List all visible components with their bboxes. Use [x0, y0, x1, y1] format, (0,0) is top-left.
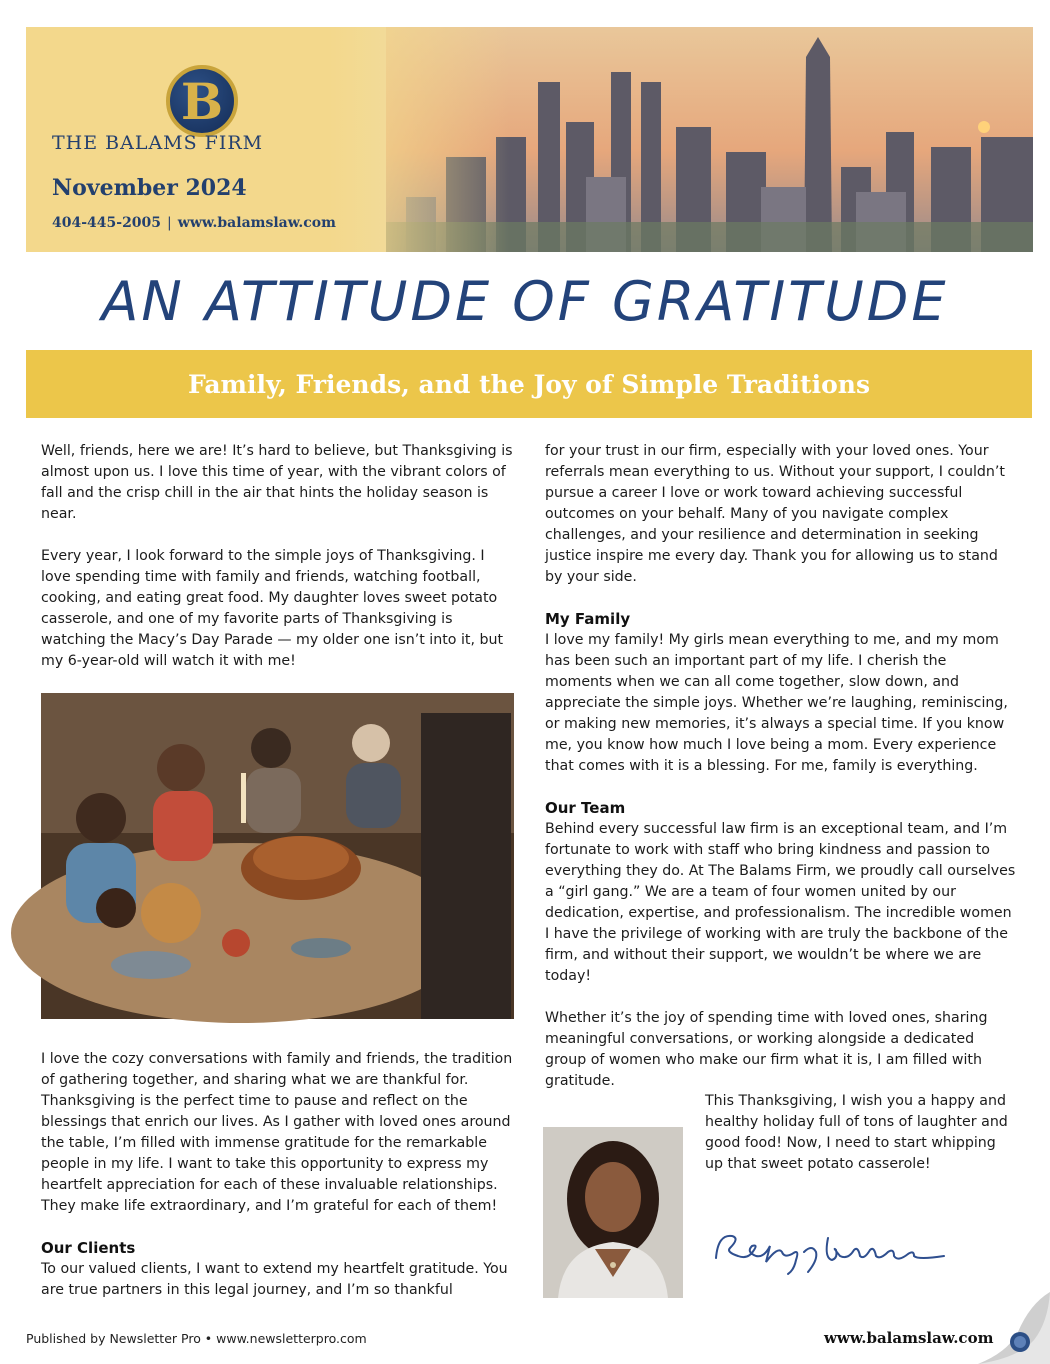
newsletter-title: AN ATTITUDE OF GRATITUDE	[101, 270, 949, 333]
signature-image	[708, 1216, 958, 1276]
family-dinner-photo	[41, 693, 514, 1019]
header-website-link[interactable]: www.balamslaw.com	[177, 215, 336, 231]
firm-logo	[166, 65, 238, 137]
contact-separator: |	[167, 215, 172, 231]
header-banner	[26, 27, 1033, 252]
author-portrait-illustration	[543, 1127, 683, 1298]
traditions-paragraph: Every year, I look forward to the simple joys of Thanksgiving. I love spending time with family and friends, watching football, cooking, and eating great food. My daughter loves sweet potato casserole, and one of my favorite parts of Thanksgiving is watching the Macy’s Day Parade — my older one isn’t into it, but my 6-year-old will watch it with me!	[41, 548, 504, 669]
clients-paragraph: To our valued clients, I want to extend my heartfelt gratitude. You are true partners in this legal journey, and I’m so thankful	[41, 1261, 508, 1298]
contact-line	[52, 215, 336, 231]
issue-date: November 2024	[52, 175, 247, 201]
family-heading: My Family	[545, 610, 631, 628]
subtitle: Family, Friends, and the Joy of Simple Traditions	[187, 369, 871, 399]
subtitle-bar	[26, 350, 1032, 418]
clients-paragraph-continued: for your trust in our firm, especially with your loved ones. Your referrals mean everything to us. Without your support, I couldn’t pursue a career I love or work toward achieving successful outcomes on your behalf. Many of you navigate complex challenges, and your resilience and determination in seeking justice inspire me every day. Thank you for allowing us to stand by your side.	[545, 443, 1005, 585]
gratitude-paragraph: I love the cozy conversations with family and friends, the tradition of gathering together, and sharing what we are thankful for. Thanksgiving is the perfect time to pause and reflect on the blessings that enrich our lives. As I gather with loved ones around the table, I’m filled with immense gratitude for the remarkable people in my life. I want to take this opportunity to express my heartfelt appreciation for each of these invaluable relationships. They make life extraordinary, and I’m grateful for each of them!	[41, 1051, 513, 1214]
left-column	[41, 441, 515, 672]
closing-wish-paragraph: This Thanksgiving, I wish you a happy and healthy holiday full of tons of laughter and good food! Now, I need to start whipping up that sweet potato casserole!	[705, 1093, 1008, 1172]
phone-number: 404-445-2005	[52, 215, 162, 231]
footer-website-link[interactable]: www.balamslaw.com	[824, 1329, 994, 1347]
right-column	[545, 441, 1017, 1092]
family-paragraph: I love my family! My girls mean everything to me, and my mom has been such an important part of my life. I cherish the moments when we can all come together, slow down, and appreciate the simple joys. Whether we’re laughing, reminiscing, or making new memories, it’s always a special time. If you know me, you know how much I love being a mom. Every experience that comes with it is a blessing. For me, family is everything.	[545, 632, 1008, 774]
intro-paragraph: Well, friends, here we are! It’s hard to believe, but Thanksgiving is almost upon us. I love this time of year, with the vibrant colors of fall and the crisp chill in the air that hints the holiday season is near.	[41, 443, 513, 522]
family-dinner-illustration	[41, 693, 514, 1019]
clients-heading: Our Clients	[41, 1239, 136, 1257]
closing-wish	[705, 1091, 1015, 1175]
closing-paragraph: Whether it’s the joy of spending time with loved ones, sharing meaningful conversations, or working alongside a dedicated group of women who make our firm what it is, I am filled with gratitude.	[545, 1010, 988, 1089]
publisher-credit: Published by Newsletter Pro • www.newsletterpro.com	[26, 1331, 367, 1346]
author-signature	[708, 1216, 958, 1276]
logo-letter: B	[180, 71, 224, 131]
page-curl-icon[interactable]	[978, 1292, 1050, 1364]
firm-name: THE BALAMS FIRM	[52, 132, 264, 154]
team-heading: Our Team	[545, 799, 626, 817]
author-portrait	[543, 1127, 683, 1298]
team-paragraph: Behind every successful law firm is an exceptional team, and I’m fortunate to work with staff who bring kindness and passion to everything they do. At The Balams Firm, we proudly call ourselves a “girl gang.” We are a team of four women united by our dedication, expertise, and professionalism. The incredible women I have the privilege of working with are truly the backbone of the firm, and without their support, we wouldn’t be where we are today!	[545, 821, 1016, 984]
left-column-lower	[41, 1049, 515, 1301]
